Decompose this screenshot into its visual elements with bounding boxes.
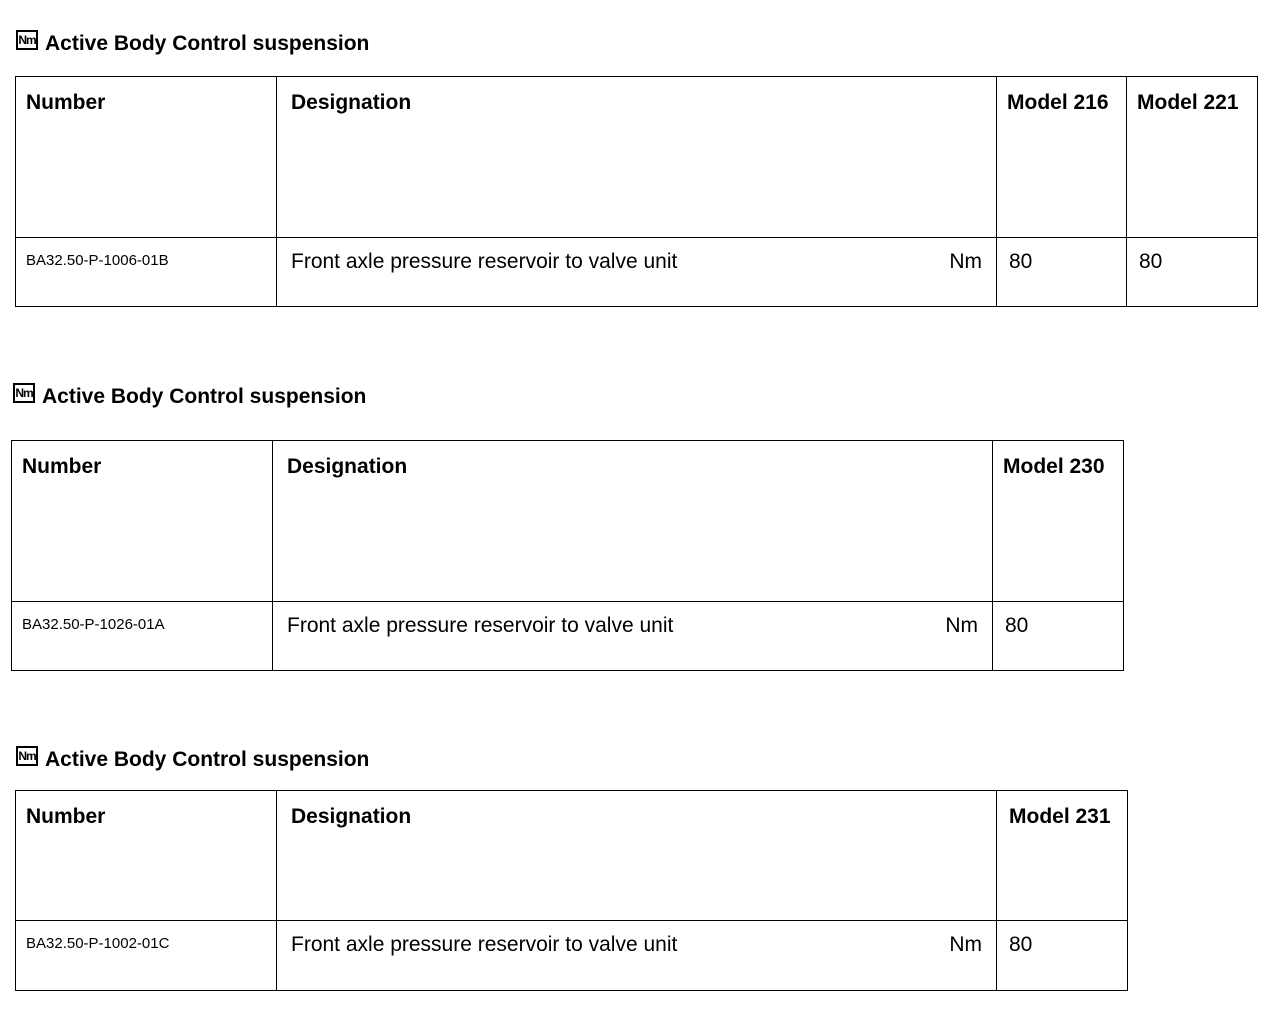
table-row (16, 921, 1128, 991)
header-designation: Designation (277, 791, 997, 921)
section-3-title (16, 748, 369, 772)
cell-value: 80 (997, 921, 1128, 991)
header-designation: Designation (273, 441, 993, 602)
header-number: Number (16, 77, 277, 238)
designation-text: Front axle pressure reservoir to valve unit (287, 614, 674, 637)
header-designation: Designation (277, 77, 997, 238)
cell-designation (273, 602, 993, 671)
unit-text: Nm (949, 250, 982, 273)
section-title-text: Active Body Control suspension (42, 385, 367, 408)
table-header-row (16, 77, 1258, 238)
header-model: Model 230 (993, 441, 1124, 602)
cell-value: 80 (1127, 238, 1258, 307)
unit-text: Nm (949, 933, 982, 956)
table-row (12, 602, 1124, 671)
cell-designation (277, 921, 997, 991)
table-header-row (12, 441, 1124, 602)
header-number: Number (16, 791, 277, 921)
torque-nm-icon: Nm (16, 746, 38, 766)
section-1-title (16, 32, 369, 56)
section-2-title (13, 385, 366, 409)
header-model: Model 216 (997, 77, 1127, 238)
unit-text: Nm (945, 614, 978, 637)
cell-value: 80 (993, 602, 1124, 671)
torque-table-3 (15, 790, 1128, 991)
section-title-text: Active Body Control suspension (45, 32, 370, 55)
torque-table-1 (15, 76, 1258, 307)
header-model: Model 231 (997, 791, 1128, 921)
cell-value: 80 (997, 238, 1127, 307)
table-row (16, 238, 1258, 307)
cell-number: BA32.50-P-1002-01C (16, 921, 277, 991)
designation-text: Front axle pressure reservoir to valve unit (291, 933, 678, 956)
designation-text: Front axle pressure reservoir to valve unit (291, 250, 678, 273)
cell-number: BA32.50-P-1026-01A (12, 602, 273, 671)
torque-table-2 (11, 440, 1124, 671)
header-number: Number (12, 441, 273, 602)
cell-designation (277, 238, 997, 307)
section-title-text: Active Body Control suspension (45, 748, 370, 771)
torque-nm-icon: Nm (13, 383, 35, 403)
header-model: Model 221 (1127, 77, 1258, 238)
cell-number: BA32.50-P-1006-01B (16, 238, 277, 307)
torque-nm-icon: Nm (16, 30, 38, 50)
table-header-row (16, 791, 1128, 921)
